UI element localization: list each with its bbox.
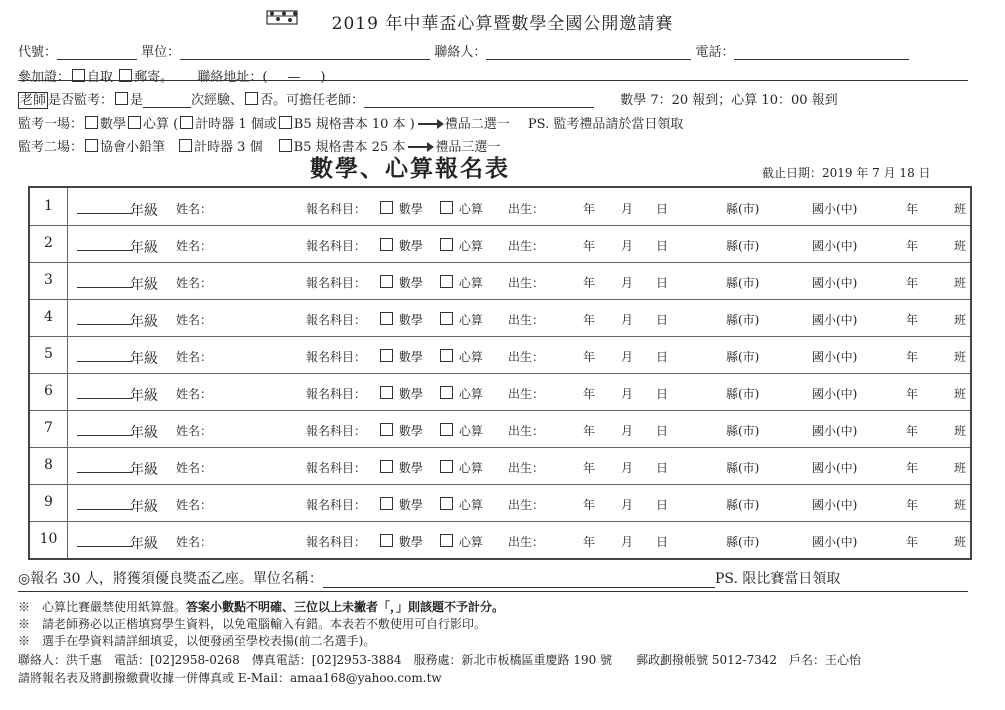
divider [18, 80, 968, 81]
timer1-label: 計時器 1 個或 [195, 117, 277, 132]
school-label: 國小(中) [812, 276, 858, 290]
row-number: 6 [30, 373, 68, 410]
birth-label: 出生： [508, 350, 545, 364]
birth-label: 出生： [508, 535, 545, 549]
b5-25-label: B5 規格書本 25 本 [293, 140, 406, 155]
teacher-label: 老師 [20, 93, 47, 108]
contact-field[interactable] [486, 46, 691, 60]
birth-day: 日 [656, 424, 669, 438]
room2-label: 監考二場： [18, 140, 84, 155]
row-number: 9 [30, 484, 68, 521]
grade-label: 年級 [130, 536, 158, 552]
mental-label: 心算 [458, 424, 483, 438]
registration-table [28, 186, 972, 560]
table-row [30, 410, 970, 448]
birth-month: 月 [621, 387, 634, 401]
proctor-question: 是否監考： [48, 93, 114, 108]
grade-year-label: 年 [906, 387, 919, 401]
arrow-icon [408, 146, 432, 148]
class-label: 班 [954, 350, 967, 364]
grade-field[interactable] [77, 287, 133, 288]
address-label: 聯絡地址：( [197, 70, 268, 85]
birth-month: 月 [621, 535, 634, 549]
grade-year-label: 年 [906, 350, 919, 364]
county-label: 縣(市) [726, 535, 760, 549]
grade-label: 年級 [130, 499, 158, 515]
name-label: 姓名： [176, 202, 213, 216]
table-row [30, 262, 970, 300]
subject-label: 報名科目： [306, 202, 367, 216]
report-time: 數學 7：20 報到；心算 10：00 報到 [620, 93, 838, 108]
class-label: 班 [954, 239, 967, 253]
birth-month: 月 [621, 498, 634, 512]
timer3-label: 計時器 3 個 [194, 140, 263, 155]
b5-10-label: B5 規格書本 10 本 ) [293, 117, 415, 132]
class-label: 班 [954, 424, 967, 438]
mental-checkbox[interactable] [440, 349, 453, 362]
grade-year-label: 年 [906, 313, 919, 327]
note-1 [18, 598, 504, 615]
math-label: 數學 [398, 239, 423, 253]
grade-year-label: 年 [906, 498, 919, 512]
county-label: 縣(市) [726, 202, 760, 216]
room1-math-label: 數學 [100, 117, 127, 132]
subject-label: 報名科目： [306, 498, 367, 512]
room1-line [18, 113, 683, 132]
deadline: 截止日期：2019 年 7 月 18 日 [762, 166, 931, 180]
birth-label: 出生： [508, 387, 545, 401]
class-label: 班 [954, 313, 967, 327]
award-line [18, 568, 840, 588]
divider [18, 591, 968, 592]
name-label: 姓名： [176, 276, 213, 290]
birth-month: 月 [621, 350, 634, 364]
math-label: 數學 [398, 276, 423, 290]
grade-field[interactable] [77, 398, 133, 399]
school-label: 國小(中) [812, 239, 858, 253]
name-label: 姓名： [176, 535, 213, 549]
table-row [30, 521, 970, 558]
grade-year-label: 年 [906, 461, 919, 475]
math-checkbox[interactable] [380, 201, 393, 214]
mental-label: 心算 [458, 350, 483, 364]
table-row [30, 447, 970, 485]
row-number: 10 [30, 521, 68, 558]
arrow-icon [418, 123, 442, 125]
class-label: 班 [954, 387, 967, 401]
grade-field[interactable] [77, 213, 133, 214]
mental-checkbox[interactable] [440, 497, 453, 510]
birth-month: 月 [621, 202, 634, 216]
cert-label: 參加證： [18, 70, 71, 85]
address-end: ) [320, 70, 326, 85]
math-checkbox[interactable] [380, 386, 393, 399]
birth-year: 年 [583, 239, 596, 253]
grade-label: 年級 [130, 462, 158, 478]
birth-day: 日 [656, 313, 669, 327]
county-label: 縣(市) [726, 276, 760, 290]
table-row [30, 373, 970, 411]
birth-month: 月 [621, 239, 634, 253]
grade-year-label: 年 [906, 276, 919, 290]
grade-label: 年級 [130, 277, 158, 293]
school-label: 國小(中) [812, 350, 858, 364]
school-label: 國小(中) [812, 461, 858, 475]
timer3-checkbox[interactable] [179, 139, 192, 152]
birth-month: 月 [621, 424, 634, 438]
grade-field[interactable] [77, 472, 133, 473]
unit-field[interactable] [180, 46, 430, 60]
mental-label: 心算 [458, 276, 483, 290]
contact-label: 聯絡人： [434, 45, 487, 60]
mental-checkbox[interactable] [440, 386, 453, 399]
school-label: 國小(中) [812, 535, 858, 549]
table-row [30, 188, 970, 226]
birth-day: 日 [656, 202, 669, 216]
class-label: 班 [954, 202, 967, 216]
birth-day: 日 [656, 239, 669, 253]
room1-label: 監考一場： [18, 117, 84, 132]
row-number: 8 [30, 447, 68, 484]
mental-checkbox[interactable] [440, 201, 453, 214]
mail-label: 郵寄。 [134, 70, 174, 85]
subject-label: 報名科目： [306, 239, 367, 253]
math-checkbox[interactable] [380, 534, 393, 547]
class-label: 班 [954, 276, 967, 290]
birth-day: 日 [656, 276, 669, 290]
grade-field[interactable] [77, 435, 133, 436]
birth-year: 年 [583, 424, 596, 438]
pickup-label: 自取 [87, 70, 114, 85]
birth-year: 年 [583, 535, 596, 549]
name-label: 姓名： [176, 424, 213, 438]
grade-field[interactable] [77, 250, 133, 251]
birth-label: 出生： [508, 239, 545, 253]
mental-checkbox[interactable] [440, 238, 453, 251]
no-label: 否。可擔任老師： [260, 93, 365, 108]
note1-bold: 答案小數點不明確、三位以上未撇者「，」則該題不予計分。 [186, 600, 505, 614]
mental-checkbox[interactable] [440, 534, 453, 547]
row-number: 5 [30, 336, 68, 373]
county-label: 縣(市) [726, 387, 760, 401]
contact-line [18, 41, 909, 60]
class-label: 班 [954, 498, 967, 512]
ps-gift: PS. 監考禮品請於當日領取 [527, 117, 684, 132]
grade-year-label: 年 [906, 202, 919, 216]
unit-name-field[interactable] [323, 572, 715, 588]
b5-10-checkbox[interactable] [279, 116, 292, 129]
phone-field[interactable] [734, 46, 909, 60]
phone-label: 電話： [695, 45, 735, 60]
grade-year-label: 年 [906, 424, 919, 438]
table-row [30, 484, 970, 522]
mental-label: 心算 [458, 202, 483, 216]
birth-month: 月 [621, 276, 634, 290]
name-label: 姓名： [176, 387, 213, 401]
note1-text: ※ 心算比賽嚴禁使用紙算盤。 [18, 600, 187, 614]
proctor-line [18, 89, 838, 108]
math-label: 數學 [398, 387, 423, 401]
name-label: 姓名： [176, 461, 213, 475]
grade-label: 年級 [130, 425, 158, 441]
birth-year: 年 [583, 313, 596, 327]
school-label: 國小(中) [812, 498, 858, 512]
code-label: 代號： [18, 45, 58, 60]
grade-label: 年級 [130, 203, 158, 219]
mental-checkbox[interactable] [440, 423, 453, 436]
mental-label: 心算 [458, 387, 483, 401]
birth-label: 出生： [508, 424, 545, 438]
math-checkbox[interactable] [380, 312, 393, 325]
subject-label: 報名科目： [306, 276, 367, 290]
b5-25-checkbox[interactable] [279, 139, 292, 152]
table-row [30, 336, 970, 374]
birth-label: 出生： [508, 276, 545, 290]
email-info: 請將報名表及將劃撥繳費收據一併傳真或 E-Mail：amaa168@yahoo.com.tw [18, 671, 442, 685]
grade-label: 年級 [130, 240, 158, 256]
grade-year-label: 年 [906, 535, 919, 549]
birth-year: 年 [583, 498, 596, 512]
birth-day: 日 [656, 498, 669, 512]
yes-label: 是 [130, 93, 144, 108]
grade-field[interactable] [77, 324, 133, 325]
math-checkbox[interactable] [380, 497, 393, 510]
contact-info: 聯絡人：洪千惠 電話：[02]2958-0268 傳真電話：[02]2953-3884 服務處：新北市板橋區重慶路 190 號 郵政劃撥帳號 5012-7342 戶名：王心怡 [18, 653, 862, 667]
birth-month: 月 [621, 461, 634, 475]
math-label: 數學 [398, 535, 423, 549]
birth-day: 日 [656, 461, 669, 475]
birth-year: 年 [583, 276, 596, 290]
proctor-yes-checkbox[interactable] [115, 92, 128, 105]
row-number: 3 [30, 262, 68, 299]
grade-field[interactable] [77, 509, 133, 510]
timer1-checkbox[interactable] [180, 116, 193, 129]
math-label: 數學 [398, 424, 423, 438]
grade-field[interactable] [77, 361, 133, 362]
room1-mental-label: 心算 ( [143, 117, 179, 132]
code-field[interactable] [57, 46, 137, 60]
award-text: ◎報名 30 人，將獲須優良獎盃乙座。單位名稱： [18, 571, 323, 587]
grade-label: 年級 [130, 351, 158, 367]
subject-label: 報名科目： [306, 313, 367, 327]
class-label: 班 [954, 535, 967, 549]
math-label: 數學 [398, 350, 423, 364]
grade-field[interactable] [77, 546, 133, 547]
row-number: 2 [30, 225, 68, 262]
mental-checkbox[interactable] [440, 275, 453, 288]
math-checkbox[interactable] [380, 423, 393, 436]
county-label: 縣(市) [726, 498, 760, 512]
mental-label: 心算 [458, 461, 483, 475]
mental-label: 心算 [458, 535, 483, 549]
row-number: 1 [30, 188, 68, 225]
row-number: 7 [30, 410, 68, 447]
birth-month: 月 [621, 313, 634, 327]
mental-label: 心算 [458, 239, 483, 253]
county-label: 縣(市) [726, 461, 760, 475]
birth-day: 日 [656, 387, 669, 401]
gift2-label: 禮品二選一 [444, 117, 510, 132]
birth-label: 出生： [508, 498, 545, 512]
room1-mental-checkbox[interactable] [128, 116, 141, 129]
experience-field[interactable] [143, 94, 191, 108]
county-label: 縣(市) [726, 239, 760, 253]
table-row [30, 225, 970, 263]
birth-year: 年 [583, 387, 596, 401]
mental-label: 心算 [458, 498, 483, 512]
math-checkbox[interactable] [380, 460, 393, 473]
row-number: 4 [30, 299, 68, 336]
birth-label: 出生： [508, 313, 545, 327]
math-label: 數學 [398, 498, 423, 512]
teacher-field[interactable] [364, 94, 594, 108]
subject-label: 報名科目： [306, 424, 367, 438]
grade-label: 年級 [130, 388, 158, 404]
county-label: 縣(市) [726, 424, 760, 438]
math-label: 數學 [398, 461, 423, 475]
birth-year: 年 [583, 350, 596, 364]
name-label: 姓名： [176, 498, 213, 512]
county-label: 縣(市) [726, 350, 760, 364]
name-label: 姓名： [176, 239, 213, 253]
birth-label: 出生： [508, 202, 545, 216]
subject-label: 報名科目： [306, 535, 367, 549]
mental-checkbox[interactable] [440, 460, 453, 473]
school-label: 國小(中) [812, 313, 858, 327]
math-label: 數學 [398, 202, 423, 216]
certificate-line [18, 66, 325, 85]
birth-year: 年 [583, 202, 596, 216]
proctor-no-checkbox[interactable] [245, 92, 258, 105]
name-label: 姓名： [176, 350, 213, 364]
school-label: 國小(中) [812, 424, 858, 438]
name-label: 姓名： [176, 313, 213, 327]
grade-label: 年級 [130, 314, 158, 330]
page-title: 2019 年中華盃心算暨數學全國公開邀請賽 [331, 14, 674, 34]
note-2: ※ 請老師務必以正楷填寫學生資料，以免電腦輸入有錯。本表若不敷使用可自行影印。 [18, 617, 487, 631]
table-row [30, 299, 970, 337]
mental-checkbox[interactable] [440, 312, 453, 325]
room1-math-checkbox[interactable] [85, 116, 98, 129]
note-3: ※ 選手在學資料請詳細填妥，以便發函至學校表揚(前二名選手)。 [18, 634, 376, 648]
math-checkbox[interactable] [380, 275, 393, 288]
subject-label: 報名科目： [306, 350, 367, 364]
experience-label: 次經驗、 [191, 93, 244, 108]
subject-label: 報名科目： [306, 387, 367, 401]
pencil-label: 協會小鉛筆 [100, 140, 166, 155]
birth-day: 日 [656, 350, 669, 364]
school-label: 國小(中) [812, 202, 858, 216]
math-label: 數學 [398, 313, 423, 327]
mental-label: 心算 [458, 313, 483, 327]
gift3-label: 禮品三選一 [435, 140, 501, 155]
birth-label: 出生： [508, 461, 545, 475]
birth-day: 日 [656, 535, 669, 549]
address-dash: — [287, 70, 301, 85]
pencil-checkbox[interactable] [85, 139, 98, 152]
math-checkbox[interactable] [380, 238, 393, 251]
school-label: 國小(中) [812, 387, 858, 401]
form-title: 數學、心算報名表 [310, 156, 510, 182]
grade-year-label: 年 [906, 239, 919, 253]
birth-year: 年 [583, 461, 596, 475]
county-label: 縣(市) [726, 313, 760, 327]
subject-label: 報名科目： [306, 461, 367, 475]
class-label: 班 [954, 461, 967, 475]
unit-label: 單位： [141, 45, 181, 60]
award-ps: PS. 限比賽當日領取 [714, 571, 841, 587]
math-checkbox[interactable] [380, 349, 393, 362]
